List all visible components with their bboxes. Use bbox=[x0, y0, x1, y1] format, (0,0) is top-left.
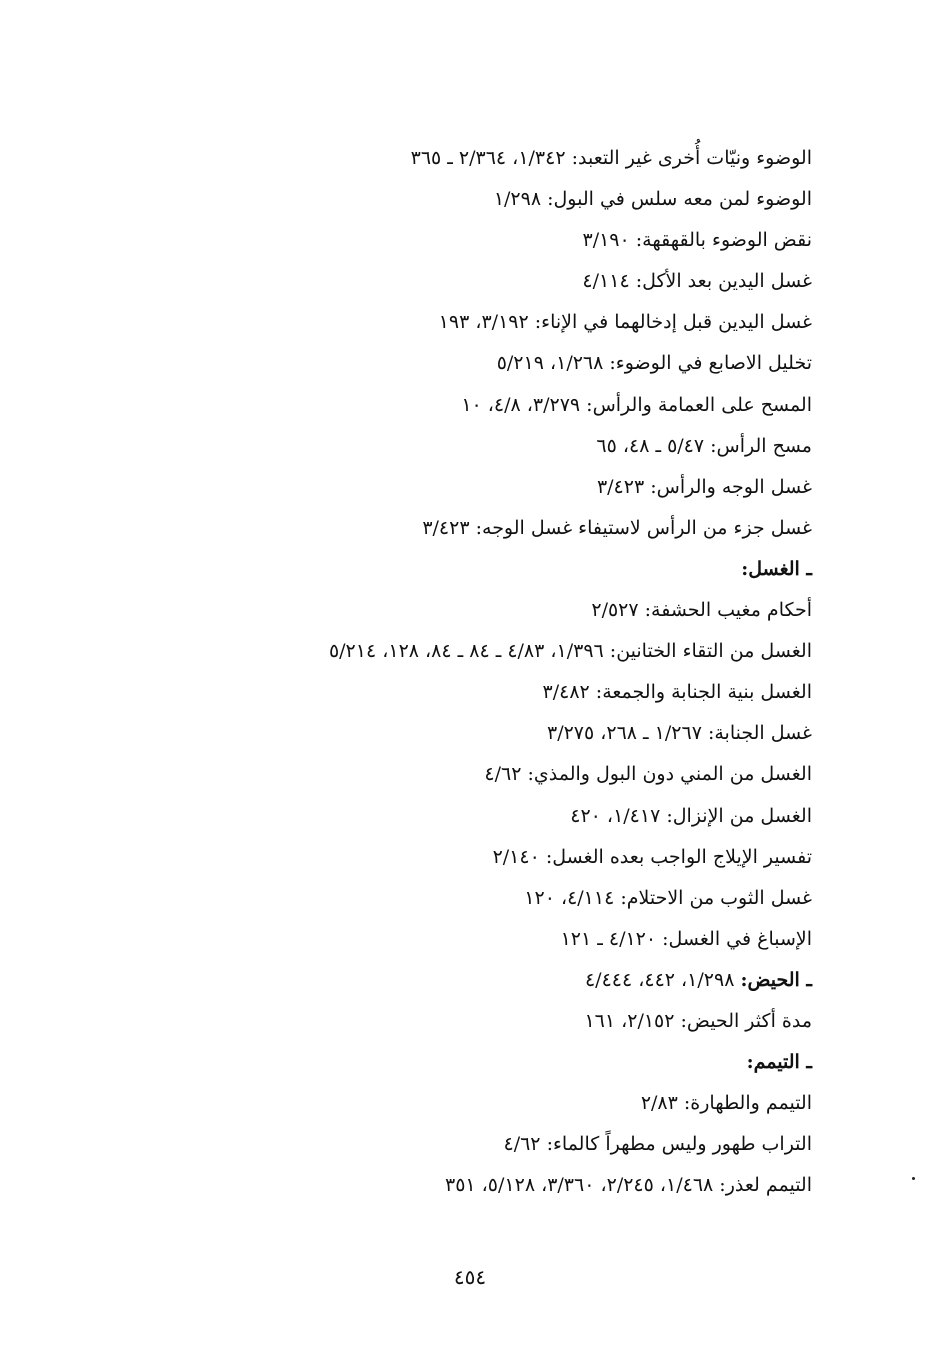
entry-text: الوضوء لمن معه سلس في البول: ١/٢٩٨ bbox=[493, 188, 812, 211]
index-entry bbox=[112, 919, 812, 960]
entry-text: الغسل من التقاء الختانين: ١/٣٩٦، ٤/٨٣ ـ ٨٤ ـ ٨٤، ١٢٨، ٥/٢١٤ bbox=[328, 640, 812, 663]
index-entry bbox=[112, 1124, 812, 1165]
index-entry bbox=[112, 713, 812, 754]
entry-text: الغسل من المني دون البول والمذي: ٤/٦٢ bbox=[484, 763, 812, 786]
entry-text: غسل اليدين قبل إدخالهما في الإناء: ٣/١٩٢، ١٩٣ bbox=[438, 311, 812, 334]
entry-text: أحكام مغيب الحشفة: ٢/٥٢٧ bbox=[591, 599, 812, 622]
index-entry bbox=[112, 220, 812, 261]
index-entry bbox=[112, 796, 812, 837]
index-entry bbox=[112, 467, 812, 508]
index-entry bbox=[112, 878, 812, 919]
entry-heading: ـ التيمم: bbox=[746, 1051, 812, 1074]
index-entry bbox=[112, 385, 812, 426]
entry-text: الغسل بنية الجنابة والجمعة: ٣/٤٨٢ bbox=[542, 681, 812, 704]
section-heading-ghusl bbox=[112, 549, 812, 590]
index-entry bbox=[112, 179, 812, 220]
index-entry bbox=[112, 631, 812, 672]
page-number: ٤٥٤ bbox=[453, 1265, 487, 1289]
index-entry bbox=[112, 508, 812, 549]
entry-text: غسل اليدين بعد الأكل: ٤/١١٤ bbox=[582, 270, 812, 293]
entry-text: التراب طهور وليس مطهراً كالماء: ٤/٦٢ bbox=[503, 1133, 812, 1156]
index-entry bbox=[112, 1165, 812, 1206]
index-entry bbox=[112, 261, 812, 302]
index-entry bbox=[112, 754, 812, 795]
entry-text: مدة أكثر الحيض: ٢/١٥٢، ١٦١ bbox=[584, 1009, 812, 1032]
index-entry bbox=[112, 343, 812, 384]
entry-text: غسل الثوب من الاحتلام: ٤/١١٤، ١٢٠ bbox=[524, 886, 812, 909]
entry-text: مسح الرأس: ٥/٤٧ ـ ٤٨، ٦٥ bbox=[596, 434, 812, 457]
section-heading-hayd bbox=[112, 960, 812, 1001]
entry-text: ١/٢٩٨، ٤٤٢، ٤/٤٤٤ bbox=[584, 968, 741, 991]
entry-text: نقض الوضوء بالقهقهة: ٣/١٩٠ bbox=[582, 229, 812, 252]
entry-text: التيمم والطهارة: ٢/٨٣ bbox=[640, 1092, 812, 1115]
index-entry bbox=[112, 1001, 812, 1042]
entry-text: الوضوء ونيّات أُخرى غير التعبد: ١/٣٤٢، ٢/٣٦٤ ـ ٣٦٥ bbox=[410, 147, 812, 169]
index-entry bbox=[112, 426, 812, 467]
index-entry bbox=[112, 672, 812, 713]
entry-heading: ـ الغسل: bbox=[741, 557, 812, 580]
entry-text: المسح على العمامة والرأس: ٣/٢٧٩، ٤/٨، ١٠ bbox=[461, 393, 812, 416]
index-entry bbox=[112, 837, 812, 878]
entry-text: التيمم لعذر: ١/٤٦٨، ٢/٢٤٥، ٣/٣٦٠، ٥/١٢٨، ٣٥١ bbox=[445, 1174, 812, 1197]
index-entry bbox=[112, 302, 812, 343]
index-entry bbox=[112, 1083, 812, 1124]
entry-text: غسل الوجه والرأس: ٣/٤٢٣ bbox=[596, 475, 812, 498]
entry-text: الإسباغ في الغسل: ٤/١٢٠ ـ ١٢١ bbox=[560, 927, 812, 950]
index-entry bbox=[112, 590, 812, 631]
entry-text: الغسل من الإنزال: ١/٤١٧، ٤٢٠ bbox=[570, 804, 812, 827]
index-entries bbox=[112, 138, 812, 1206]
section-heading-tayammum bbox=[112, 1042, 812, 1083]
entry-heading: ـ الحيض: bbox=[740, 968, 812, 991]
entry-text: غسل الجنابة: ١/٢٦٧ ـ ٢٦٨، ٣/٢٧٥ bbox=[546, 722, 812, 745]
entry-text: غسل جزء من الرأس لاستيفاء غسل الوجه: ٣/٤٢٣ bbox=[422, 516, 812, 539]
entry-text: تخليل الاصابع في الوضوء: ١/٢٦٨، ٥/٢١٩ bbox=[496, 352, 812, 375]
index-entry bbox=[112, 138, 812, 179]
entry-text: تفسير الإيلاج الواجب بعده الغسل: ٢/١٤٠ bbox=[492, 845, 812, 868]
margin-speck bbox=[912, 1177, 915, 1180]
